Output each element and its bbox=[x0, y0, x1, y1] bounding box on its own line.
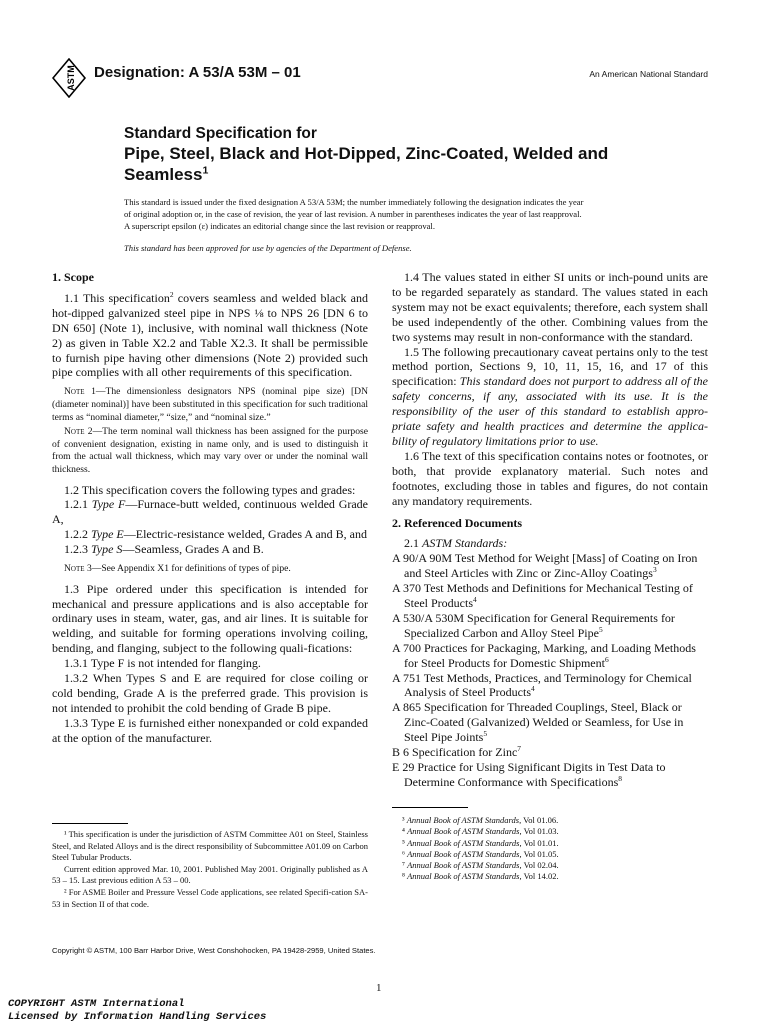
paragraph-1-1: 1.1 This specification$^2$ covers seamless and welded black and hot-dipped galvanized steel pipe in NPS ⅛ to NPS 26 [DN 6 to DN 650] (Note 1), inclusive, with nominal wall thickness (Note 2) as given in Table X2.2 and Table X2.3. It shall be permissible to furnish pipe having other dimensions (Note 2) provided such pipe complies with all other requirements of this specification. bbox=[52, 289, 368, 380]
reference-item: A 751 Test Methods, Practices, and Terminology for Chemical Analysis of Steel Products$^4$ bbox=[392, 670, 692, 700]
copyright-line: Copyright © ASTM, 100 Barr Harbor Drive, West Conshohocken, PA 19428-2959, United States. bbox=[52, 946, 376, 955]
note-3: Note 3—See Appendix X1 for definitions of types of pipe. bbox=[64, 563, 291, 575]
footnote-annual-book: ⁶ Annual Book of ASTM Standards, Vol 01.05. bbox=[402, 848, 559, 859]
designation: Designation: A 53/A 53M – 01 bbox=[94, 64, 301, 81]
paragraph-1-3-1: 1.3.1 Type F is not intended for flanging. bbox=[64, 656, 261, 671]
issuance-line: A superscript epsilon (ε) indicates an editorial change since the last revision or reapproval. bbox=[124, 221, 435, 232]
paragraph-1-3-3: 1.3.3 Type E is furnished either nonexpanded or cold expanded at the option of the manufacturer. bbox=[52, 715, 368, 745]
paragraph-1-2-2: 1.2.2 Type E—Electric-resistance welded, Grades A and B, and bbox=[64, 527, 368, 542]
section-heading-scope: 1. Scope bbox=[52, 270, 94, 284]
paragraph-1-4: 1.4 The values stated in either SI units or inch-pound units are to be regarded separately as standard. The values stated in each system may not be exact equivalents; therefore, each system shall be used independently of the other. Combining values from the two systems may result in non-conformance with the standard. bbox=[392, 270, 708, 344]
title-line2: Pipe, Steel, Black and Hot-Dipped, Zinc-Coated, Welded and bbox=[124, 144, 609, 163]
footnote-annual-book: ⁵ Annual Book of ASTM Standards, Vol 01.01. bbox=[402, 837, 559, 848]
paragraph-1-5: 1.5 The following precautionary caveat pertains only to the test method portion, Sections 9, 10, 11, 15, 16, and 17 of this specification: This standard does not purport to address all of the safety concerns, if any, associated with its use. It is the responsibility of the user of this standard to establish appro-priate safety and health practices and determine the applica-bility of regulatory limitations prior to use. bbox=[392, 344, 708, 448]
issuance-line: of original adoption or, in the case of revision, the year of last revision. A number in parentheses indicates the year of last reapproval. bbox=[124, 209, 582, 220]
paragraph-1-6: 1.6 The text of this specification contains notes or footnotes, or both, that provide explanatory material. Such notes and footnotes, excluding those in tables and figures, do not contain any mandatory requirements. bbox=[392, 448, 708, 508]
page-number: 1 bbox=[376, 982, 382, 994]
national-standard-label: An American National Standard bbox=[589, 69, 708, 79]
paragraph-1-3: 1.3 Pipe ordered under this specification is intended for mechanical and pressure applications and is also acceptable for ordinary uses in steam, water, gas, and air lines. It is suitable for welding, and suitable for forming operations involving coiling, bending, and flanging, subject to the following quali-fications: bbox=[52, 581, 368, 656]
reference-list bbox=[392, 551, 708, 790]
reference-item: E 29 Practice for Using Significant Digits in Test Data to Determine Conformance with Specifications$^8$ bbox=[392, 760, 666, 789]
paragraph-1-3-2: 1.3.2 When Types S and E are required for close coiling or cold bending, Grade A is the preferred grade. This provision is not intended to prohibit the cold bending of Grade B pipe. bbox=[52, 671, 368, 715]
issuance-notice bbox=[124, 196, 654, 233]
note-2: Note 2—The term nominal wall thickness has been assigned for the purpose of convenient designation, existing in name only, and is used to distinguish it from the actual wall thickness, which may vary over or under the nominal wall thickness. bbox=[52, 426, 368, 475]
reference-item: B 6 Specification for Zinc$^7$ bbox=[392, 744, 522, 760]
title-line3: Seamless$^1$ bbox=[124, 164, 209, 184]
astm-logo bbox=[52, 58, 86, 98]
reference-item: A 370 Test Methods and Definitions for Mechanical Testing of Steel Products$^4$ bbox=[392, 581, 693, 611]
dod-approval: This standard has been approved for use by agencies of the Department of Defense. bbox=[124, 243, 412, 253]
license-line: COPYRIGHT ASTM International bbox=[8, 998, 185, 1010]
footnote-rule bbox=[52, 823, 128, 824]
footnote-annual-book: ³ Annual Book of ASTM Standards, Vol 01.06. bbox=[402, 815, 559, 825]
footnote-annual-book: ⁸ Annual Book of ASTM Standards, Vol 14.02. bbox=[402, 871, 559, 882]
footnote-rule bbox=[392, 807, 468, 808]
reference-item: A 530/A 530M Specification for General Requirements for Specialized Carbon and Alloy Steel Pipe$^5$ bbox=[392, 610, 675, 640]
right-column bbox=[392, 270, 708, 790]
footnote-1: ¹ This specification is under the jurisdiction of ASTM Committee A01 on Steel, Stainless Steel, and Related Alloys and is the direct responsibility of Subcommittee A01.09 on Carbon Steel Tubular Products. bbox=[52, 829, 368, 863]
svg-text:ASTM: ASTM bbox=[66, 65, 76, 91]
reference-item: A 865 Specification for Threaded Couplings, Steel, Black or Zinc-Coated (Galvanized) Welded or Seamless, for Use in Steel Pipe Joints$^5$ bbox=[392, 700, 684, 745]
paragraph-1-2-3: 1.2.3 Type S—Seamless, Grades A and B. bbox=[64, 542, 264, 557]
footnote-2: ² For ASME Boiler and Pressure Vessel Code applications, see related Specifi-cation SA-53 in Section II of that code. bbox=[52, 886, 368, 909]
note-1: Note 1—The dimensionless designators NPS (nominal pipe size) [DN (diameter nominal)] have been substituted in this specification for such traditional terms as “nominal diameter,” “size,” and “nominal size.” bbox=[52, 386, 368, 423]
footnotes-right bbox=[402, 815, 702, 883]
paragraph-1-2-1: 1.2.1 Type F—Furnace-butt welded, continuous welded Grade A, bbox=[52, 497, 369, 527]
footnotes-left bbox=[52, 829, 368, 910]
left-column bbox=[52, 270, 368, 746]
footnote-annual-book: ⁷ Annual Book of ASTM Standards, Vol 02.04. bbox=[402, 860, 559, 871]
section-heading-referenced-documents: 2. Referenced Documents bbox=[392, 515, 523, 530]
footnote-1-edition: Current edition approved Mar. 10, 2001. Published May 2001. Originally published as A 53 – 15. Last previous edition A 53 – 00. bbox=[52, 863, 368, 886]
paragraph-2-1: 2.1 ASTM Standards: bbox=[404, 536, 508, 551]
license-stamp bbox=[8, 998, 266, 1023]
title-line1: Standard Specification for bbox=[124, 125, 317, 142]
issuance-line: This standard is issued under the fixed designation A 53/A 53M; the number immediately following the designation indicates the year bbox=[124, 197, 584, 207]
title-block bbox=[124, 124, 684, 185]
reference-item: A 700 Practices for Packaging, Marking, and Loading Methods for Steel Products for Domestic Shipment$^6$ bbox=[392, 640, 696, 670]
license-line: Licensed by Information Handling Services bbox=[8, 1010, 267, 1023]
reference-item: A 90/A 90M Test Method for Weight [Mass] of Coating on Iron and Steel Articles with Zinc or Zinc-Alloy Coatings$^3$ bbox=[392, 551, 698, 581]
paragraph-1-2: 1.2 This specification covers the following types and grades: bbox=[64, 482, 356, 497]
footnote-annual-book: ⁴ Annual Book of ASTM Standards, Vol 01.03. bbox=[402, 826, 559, 837]
